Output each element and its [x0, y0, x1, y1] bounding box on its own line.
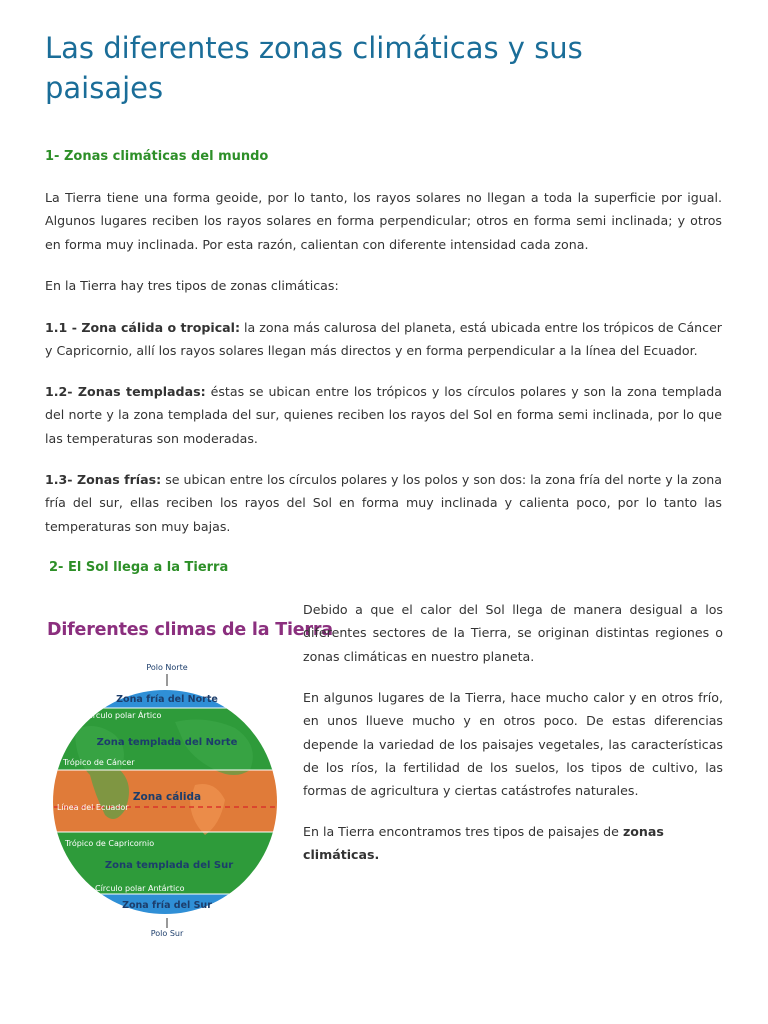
text-zonas-templadas: éstas se ubican entre los trópicos y los círculos polares y son la zona templada del norte y la zona templada del sur, quienes reciben los rayos del Sol en forma semi inclinada, por lo que las temperaturas son moderadas.	[45, 384, 723, 446]
label-zonas-frias: 1.3- Zonas frías:	[45, 472, 162, 487]
paragraph-zona-calida	[45, 316, 722, 363]
label-zona-calida: 1.1 - Zona cálida o tropical:	[45, 320, 241, 335]
text-zonas-climaticas-bold: zonas climáticas.	[303, 824, 664, 863]
label-zona-fria-sur: Zona fría del Sur	[122, 900, 212, 911]
label-polo-sur: Polo Sur	[150, 929, 184, 938]
text-zonas-frias: se ubican entre los círculos polares y los polos y son dos: la zona fría del norte y la zona fría del sur, ellas reciben los rayos del Sol en forma muy inclinada y calienta poco, por lo tanto las temperaturas son muy bajas.	[45, 472, 722, 534]
paragraph-sol-2: En algunos lugares de la Tierra, hace mucho calor y en otros frío, en unos llueve mucho y en otros poco. De estas diferencias depende la variedad de los paisajes vegetales, las características de los ríos, la fertilidad de los suelos, los tipos de cultivo, las formas de agricultura y ciertas catástrofes naturales.	[303, 690, 723, 799]
label-polo-norte: Polo Norte	[146, 663, 188, 672]
label-zona-templada-sur: Zona templada del Sur	[104, 860, 234, 871]
paragraph-intro: La Tierra tiene una forma geoide, por lo tanto, los rayos solares no llegan a toda la superficie por igual. Algunos lugares reciben los rayos solares en forma perpendicular; otros en forma semi inclinada; y otros en forma muy inclinada. Por esta razón, calientan con diferente intensidad cada zona.	[45, 190, 722, 252]
earth-zones-diagram	[45, 610, 333, 938]
label-zonas-templadas: 1.2- Zonas templadas:	[45, 384, 206, 399]
paragraph-zonas-frias	[45, 468, 722, 538]
paragraph-sol-3	[303, 820, 723, 867]
label-tropico-capricornio: Trópico de Capricornio	[65, 839, 155, 848]
label-tropico-cancer: Trópico de Cáncer	[63, 758, 135, 767]
text-zona-calida: la zona más calurosa del planeta, está ubicada entre los trópicos de Cáncer y Capricornio, allí los rayos solares llegan más directos y en forma perpendicular a la línea del Ecuador.	[45, 320, 722, 359]
paragraph-sol-1: Debido a que el calor del Sol llega de manera desigual a los diferentes sectores de la Tierra, se originan distintas regiones o zonas climáticas en nuestro planeta.	[303, 602, 723, 664]
label-zona-calida: Zona cálida	[132, 791, 202, 803]
text-paisajes: En la Tierra encontramos tres tipos de paisajes de	[303, 824, 623, 839]
figure-title: Diferentes climas de la Tierra	[47, 620, 333, 640]
label-zona-templada-norte: Zona templada del Norte	[96, 737, 238, 748]
label-zona-fria-norte: Zona fría del Norte	[116, 694, 218, 705]
section-heading-zonas: 1- Zonas climáticas del mundo	[45, 149, 269, 164]
section-heading-sol: 2- El Sol llega a la Tierra	[49, 560, 229, 575]
label-linea-ecuador: Línea del Ecuador	[57, 803, 129, 812]
label-circulo-antartico: Círculo polar Antártico	[95, 884, 185, 893]
page-title: Las diferentes zonas climáticas y sus paisajes	[45, 31, 583, 105]
label-circulo-artico: Círculo polar Ártico	[85, 711, 162, 720]
paragraph-zonas-templadas	[45, 380, 722, 450]
paragraph-tipos: En la Tierra hay tres tipos de zonas climáticas:	[45, 278, 339, 293]
climate-zones-figure	[45, 610, 333, 940]
